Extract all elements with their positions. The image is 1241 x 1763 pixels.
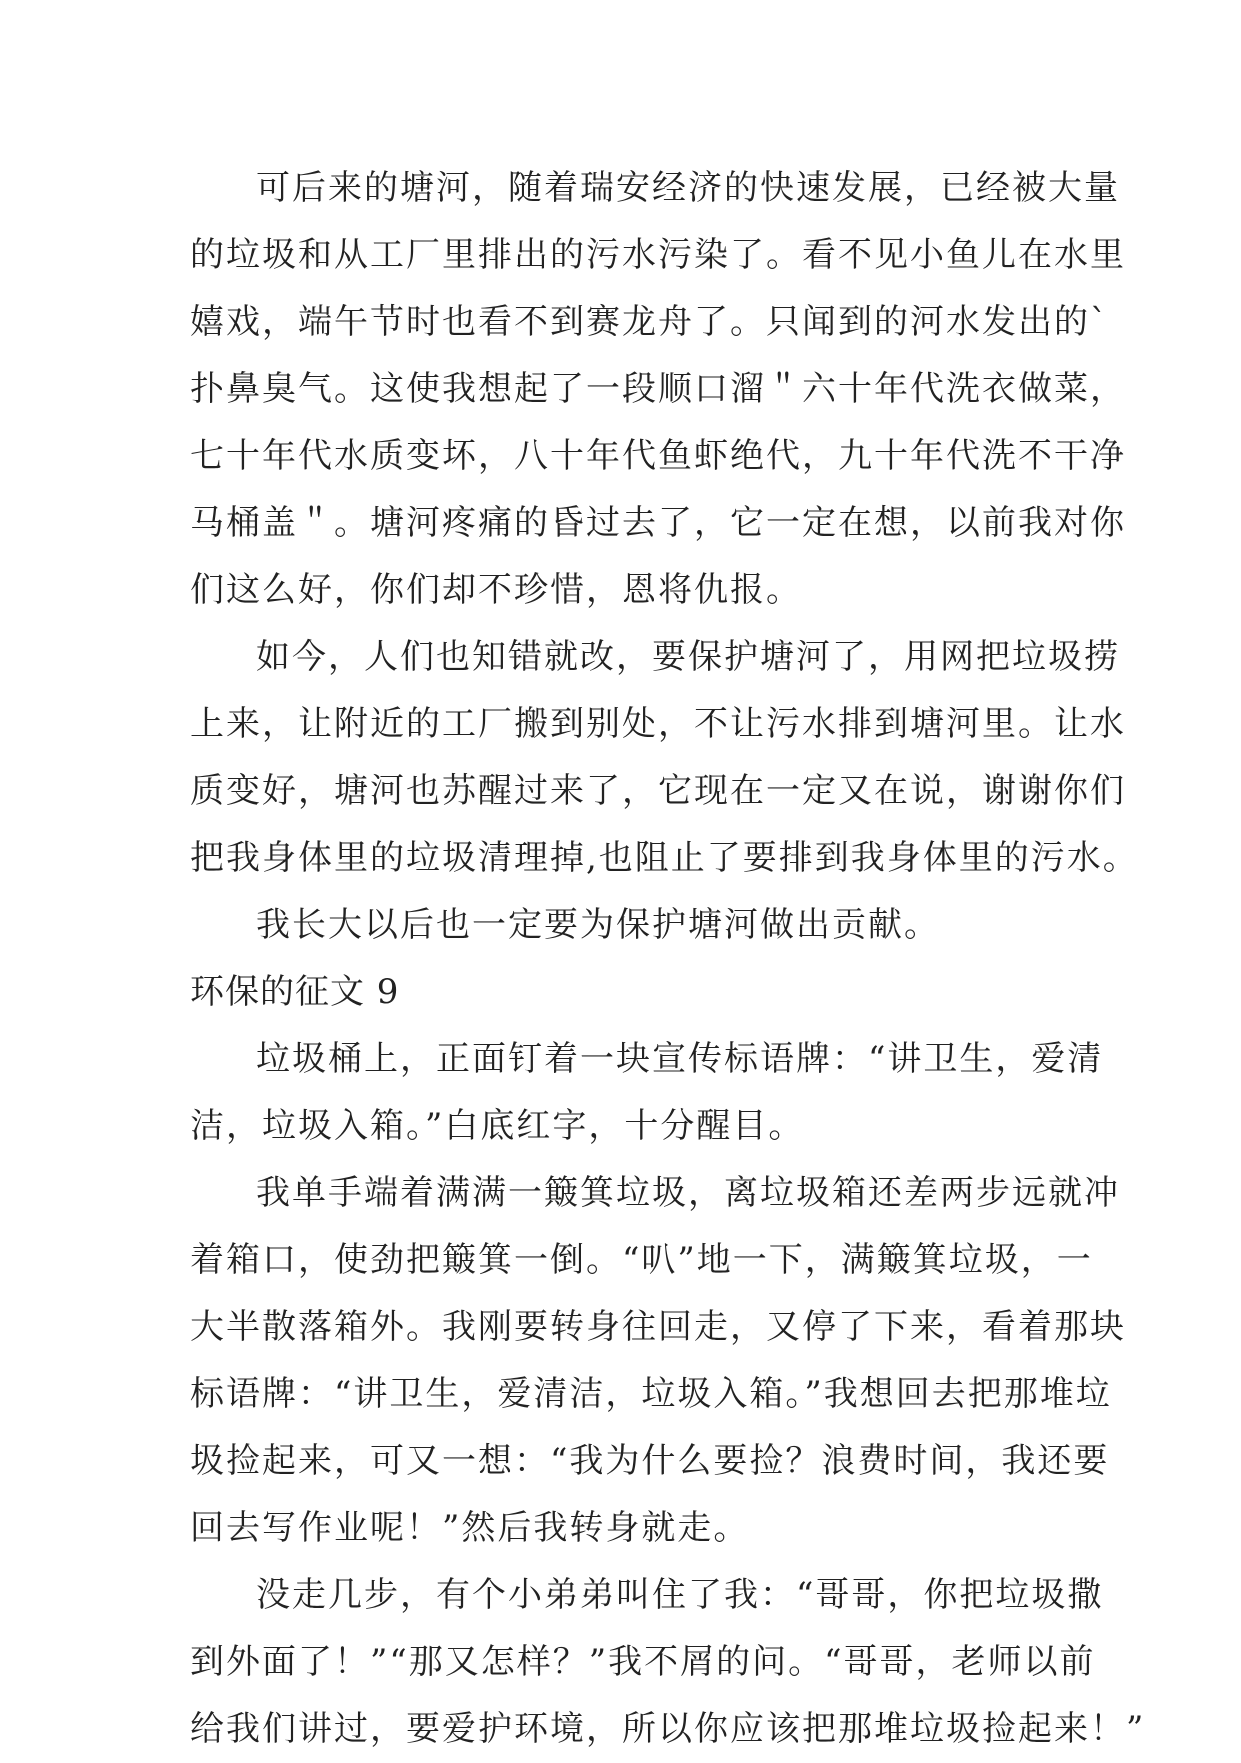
paragraph-line: 可后来的塘河，随着瑞安经济的快速发展，已经被大量 <box>256 168 1120 208</box>
paragraph-line: 垃圾桶上，正面钉着一块宣传标语牌：“讲卫生，爱清 <box>256 1039 1104 1079</box>
paragraph-line: 我单手端着满满一簸箕垃圾，离垃圾箱还差两步远就冲 <box>256 1173 1120 1213</box>
paragraph-line: 着箱口，使劲把簸箕一倒。“叭”地一下，满簸箕垃圾，一 <box>190 1240 1093 1280</box>
paragraph-line: 到外面了！”“那又怎样？”我不屑的问。“哥哥，老师以前 <box>190 1642 1096 1682</box>
paragraph-line: 马桶盖＂。塘河疼痛的昏过去了，它一定在想，以前我对你 <box>190 503 1126 543</box>
paragraph-line: 的垃圾和从工厂里排出的污水污染了。看不见小鱼儿在水里 <box>190 235 1126 275</box>
paragraph-line: 扑鼻臭气。这使我想起了一段顺口溜＂六十年代洗衣做菜， <box>190 369 1126 409</box>
paragraph-line: 回去写作业呢！”然后我转身就走。 <box>190 1508 750 1548</box>
paragraph-line: 嬉戏，端午节时也看不到赛龙舟了。只闻到的河水发出的` <box>190 302 1109 342</box>
paragraph-line: 把我身体里的垃圾清理掉,也阻止了要排到我身体里的污水。 <box>190 838 1139 878</box>
paragraph-line: 质变好，塘河也苏醒过来了，它现在一定又在说，谢谢你们 <box>190 771 1126 811</box>
paragraph-line: 没走几步，有个小弟弟叫住了我：“哥哥，你把垃圾撒 <box>256 1575 1104 1615</box>
paragraph-line: 圾捡起来，可又一想：“我为什么要捡？浪费时间，我还要 <box>190 1441 1110 1481</box>
paragraph-line: 七十年代水质变坏，八十年代鱼虾绝代，九十年代洗不干净 <box>190 436 1126 476</box>
document-body <box>190 155 1146 1763</box>
section-heading: 环保的征文 9 <box>190 972 400 1012</box>
paragraph-line: 如今，人们也知错就改，要保护塘河了，用网把垃圾捞 <box>256 637 1120 677</box>
paragraph-line: 我长大以后也一定要为保护塘河做出贡献。 <box>256 905 940 945</box>
paragraph-line: 大半散落箱外。我刚要转身往回走，又停了下来，看着那块 <box>190 1307 1126 1347</box>
paragraph-line: 给我们讲过，要爱护环境，所以你应该把那堆垃圾捡起来！” <box>190 1709 1146 1749</box>
paragraph-line: 标语牌：“讲卫生，爱清洁，垃圾入箱。”我想回去把那堆垃 <box>190 1374 1112 1414</box>
paragraph-line: 洁，垃圾入箱。”白底红字，十分醒目。 <box>190 1106 805 1146</box>
paragraph-line: 们这么好，你们却不珍惜，恩将仇报。 <box>190 570 802 610</box>
paragraph-line: 上来，让附近的工厂搬到别处，不让污水排到塘河里。让水 <box>190 704 1126 744</box>
